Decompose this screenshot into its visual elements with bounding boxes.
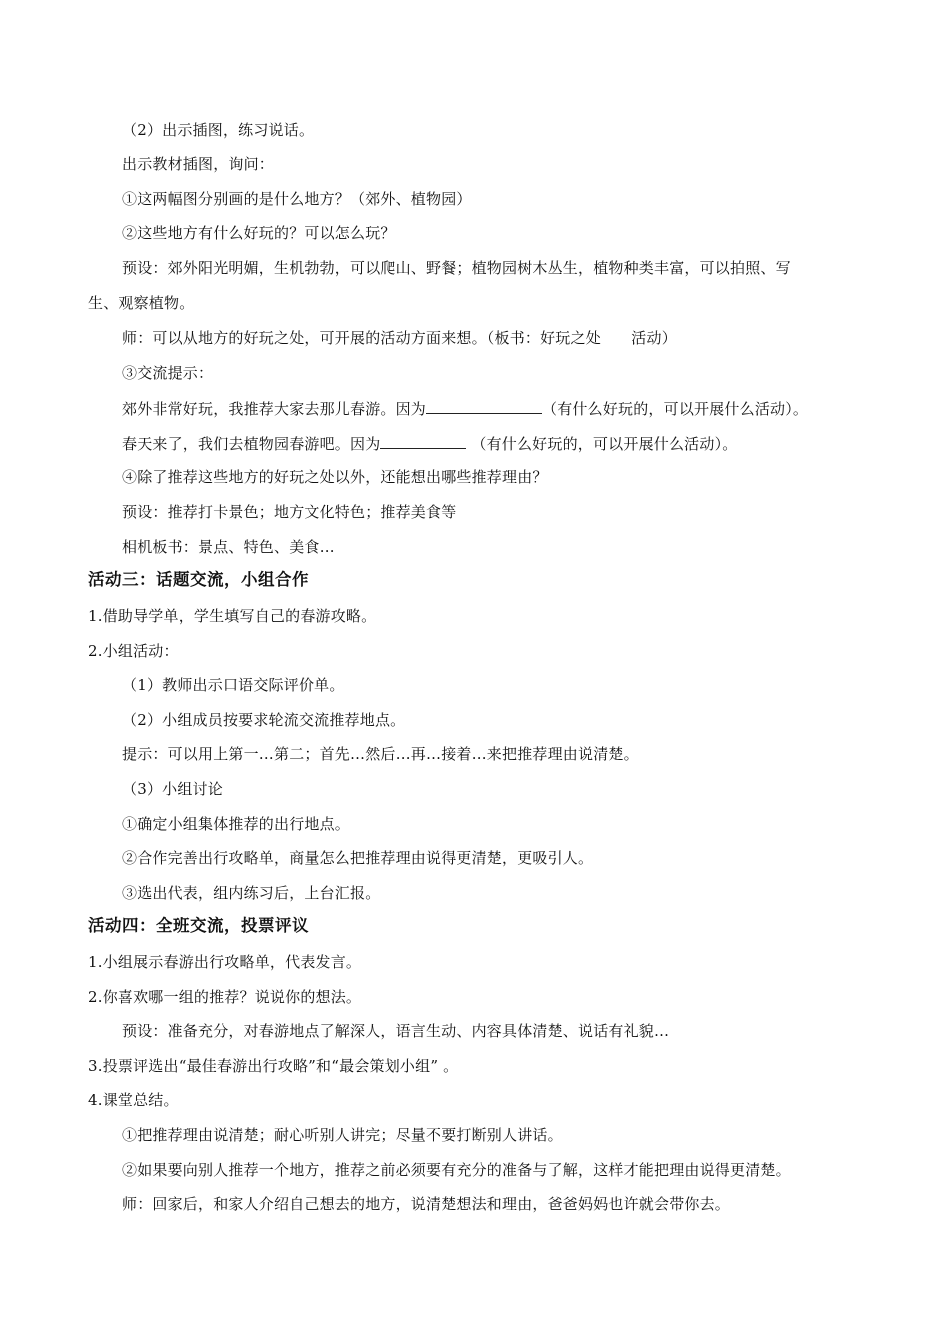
text-line: ②合作完善出行攻略单，商量怎么把推荐理由说得更清楚，更吸引人。 (122, 849, 594, 867)
text-line: （1）教师出示口语交际评价单。 (122, 676, 345, 694)
text-line: （2）小组成员按要求轮流交流推荐地点。 (122, 711, 406, 729)
text-line: 2.你喜欢哪一组的推荐？说说你的想法。 (88, 988, 362, 1006)
text-line: 预设：郊外阳光明媚，生机勃勃，可以爬山、野餐；植物园树木丛生，植物种类丰富，可以拍照、写 (122, 259, 791, 277)
text-line: 师：回家后，和家人介绍自己想去的地方，说清楚想法和理由，爸爸妈妈也许就会带你去。 (122, 1195, 731, 1213)
fill-in-blank (380, 433, 466, 449)
section-heading: 活动四：全班交流，投票评议 (88, 916, 309, 935)
section-heading: 活动三：话题交流，小组合作 (88, 570, 309, 589)
prompt-hint: （有什么好玩的，可以开展什么活动）。 (542, 400, 809, 418)
text-line: ④除了推荐这些地方的好玩之处以外，还能想出哪些推荐理由？ (122, 468, 548, 486)
text-line: 预设：准备充分，对春游地点了解深人，语言生动、内容具体清楚、说话有礼貌… (122, 1022, 670, 1040)
text-line: ②这些地方有什么好玩的？可以怎么玩？ (122, 224, 396, 242)
text-line: 出示教材插图，询问： (122, 155, 275, 173)
text-line: 师：可以从地方的好玩之处，可开展的活动方面来想。（板书：好玩之处 活动） (122, 329, 677, 347)
text-line: 相机板书：景点、特色、美食… (122, 538, 335, 556)
fill-in-blank (426, 398, 542, 414)
fill-in-prompt-line (122, 433, 737, 454)
text-line: ③交流提示： (122, 364, 214, 382)
prompt-hint: （有什么好玩的，可以开展什么活动）。 (466, 435, 738, 453)
text-line: ②如果要向别人推荐一个地方，推荐之前必须要有充分的准备与了解，这样才能把理由说得更清楚。 (122, 1161, 791, 1179)
text-line: ①确定小组集体推荐的出行地点。 (122, 815, 351, 833)
text-line: 3.投票评选出“最佳春游出行攻略”和“最会策划小组” 。 (88, 1057, 459, 1075)
fill-in-prompt-line (122, 398, 808, 419)
text-line: ①这两幅图分别画的是什么地方？（郊外、植物园） (122, 190, 472, 208)
text-line: ③选出代表，组内练习后，上台汇报。 (122, 884, 381, 902)
text-line: 提示：可以用上第一…第二；首先…然后…再…接着…来把推荐理由说清楚。 (122, 745, 639, 763)
text-line: ①把推荐理由说清楚；耐心听别人讲完；尽量不要打断别人讲话。 (122, 1126, 563, 1144)
prompt-text: 郊外非常好玩，我推荐大家去那儿春游。因为 (122, 400, 427, 418)
text-line: 2.小组活动： (88, 642, 179, 660)
text-line: 4.课堂总结。 (88, 1091, 179, 1109)
text-line: 1.小组展示春游出行攻略单，代表发言。 (88, 953, 362, 971)
text-line: 生、观察植物。 (88, 294, 195, 312)
prompt-text: 春天来了，我们去植物园春游吧。因为 (122, 435, 381, 453)
text-line: 预设：推荐打卡景色；地方文化特色；推荐美食等 (122, 503, 457, 521)
text-line: （3）小组讨论 (122, 780, 223, 798)
text-line: （2）出示插图，练习说话。 (122, 121, 315, 139)
text-line: 1.借助导学单，学生填写自己的春游攻略。 (88, 607, 377, 625)
